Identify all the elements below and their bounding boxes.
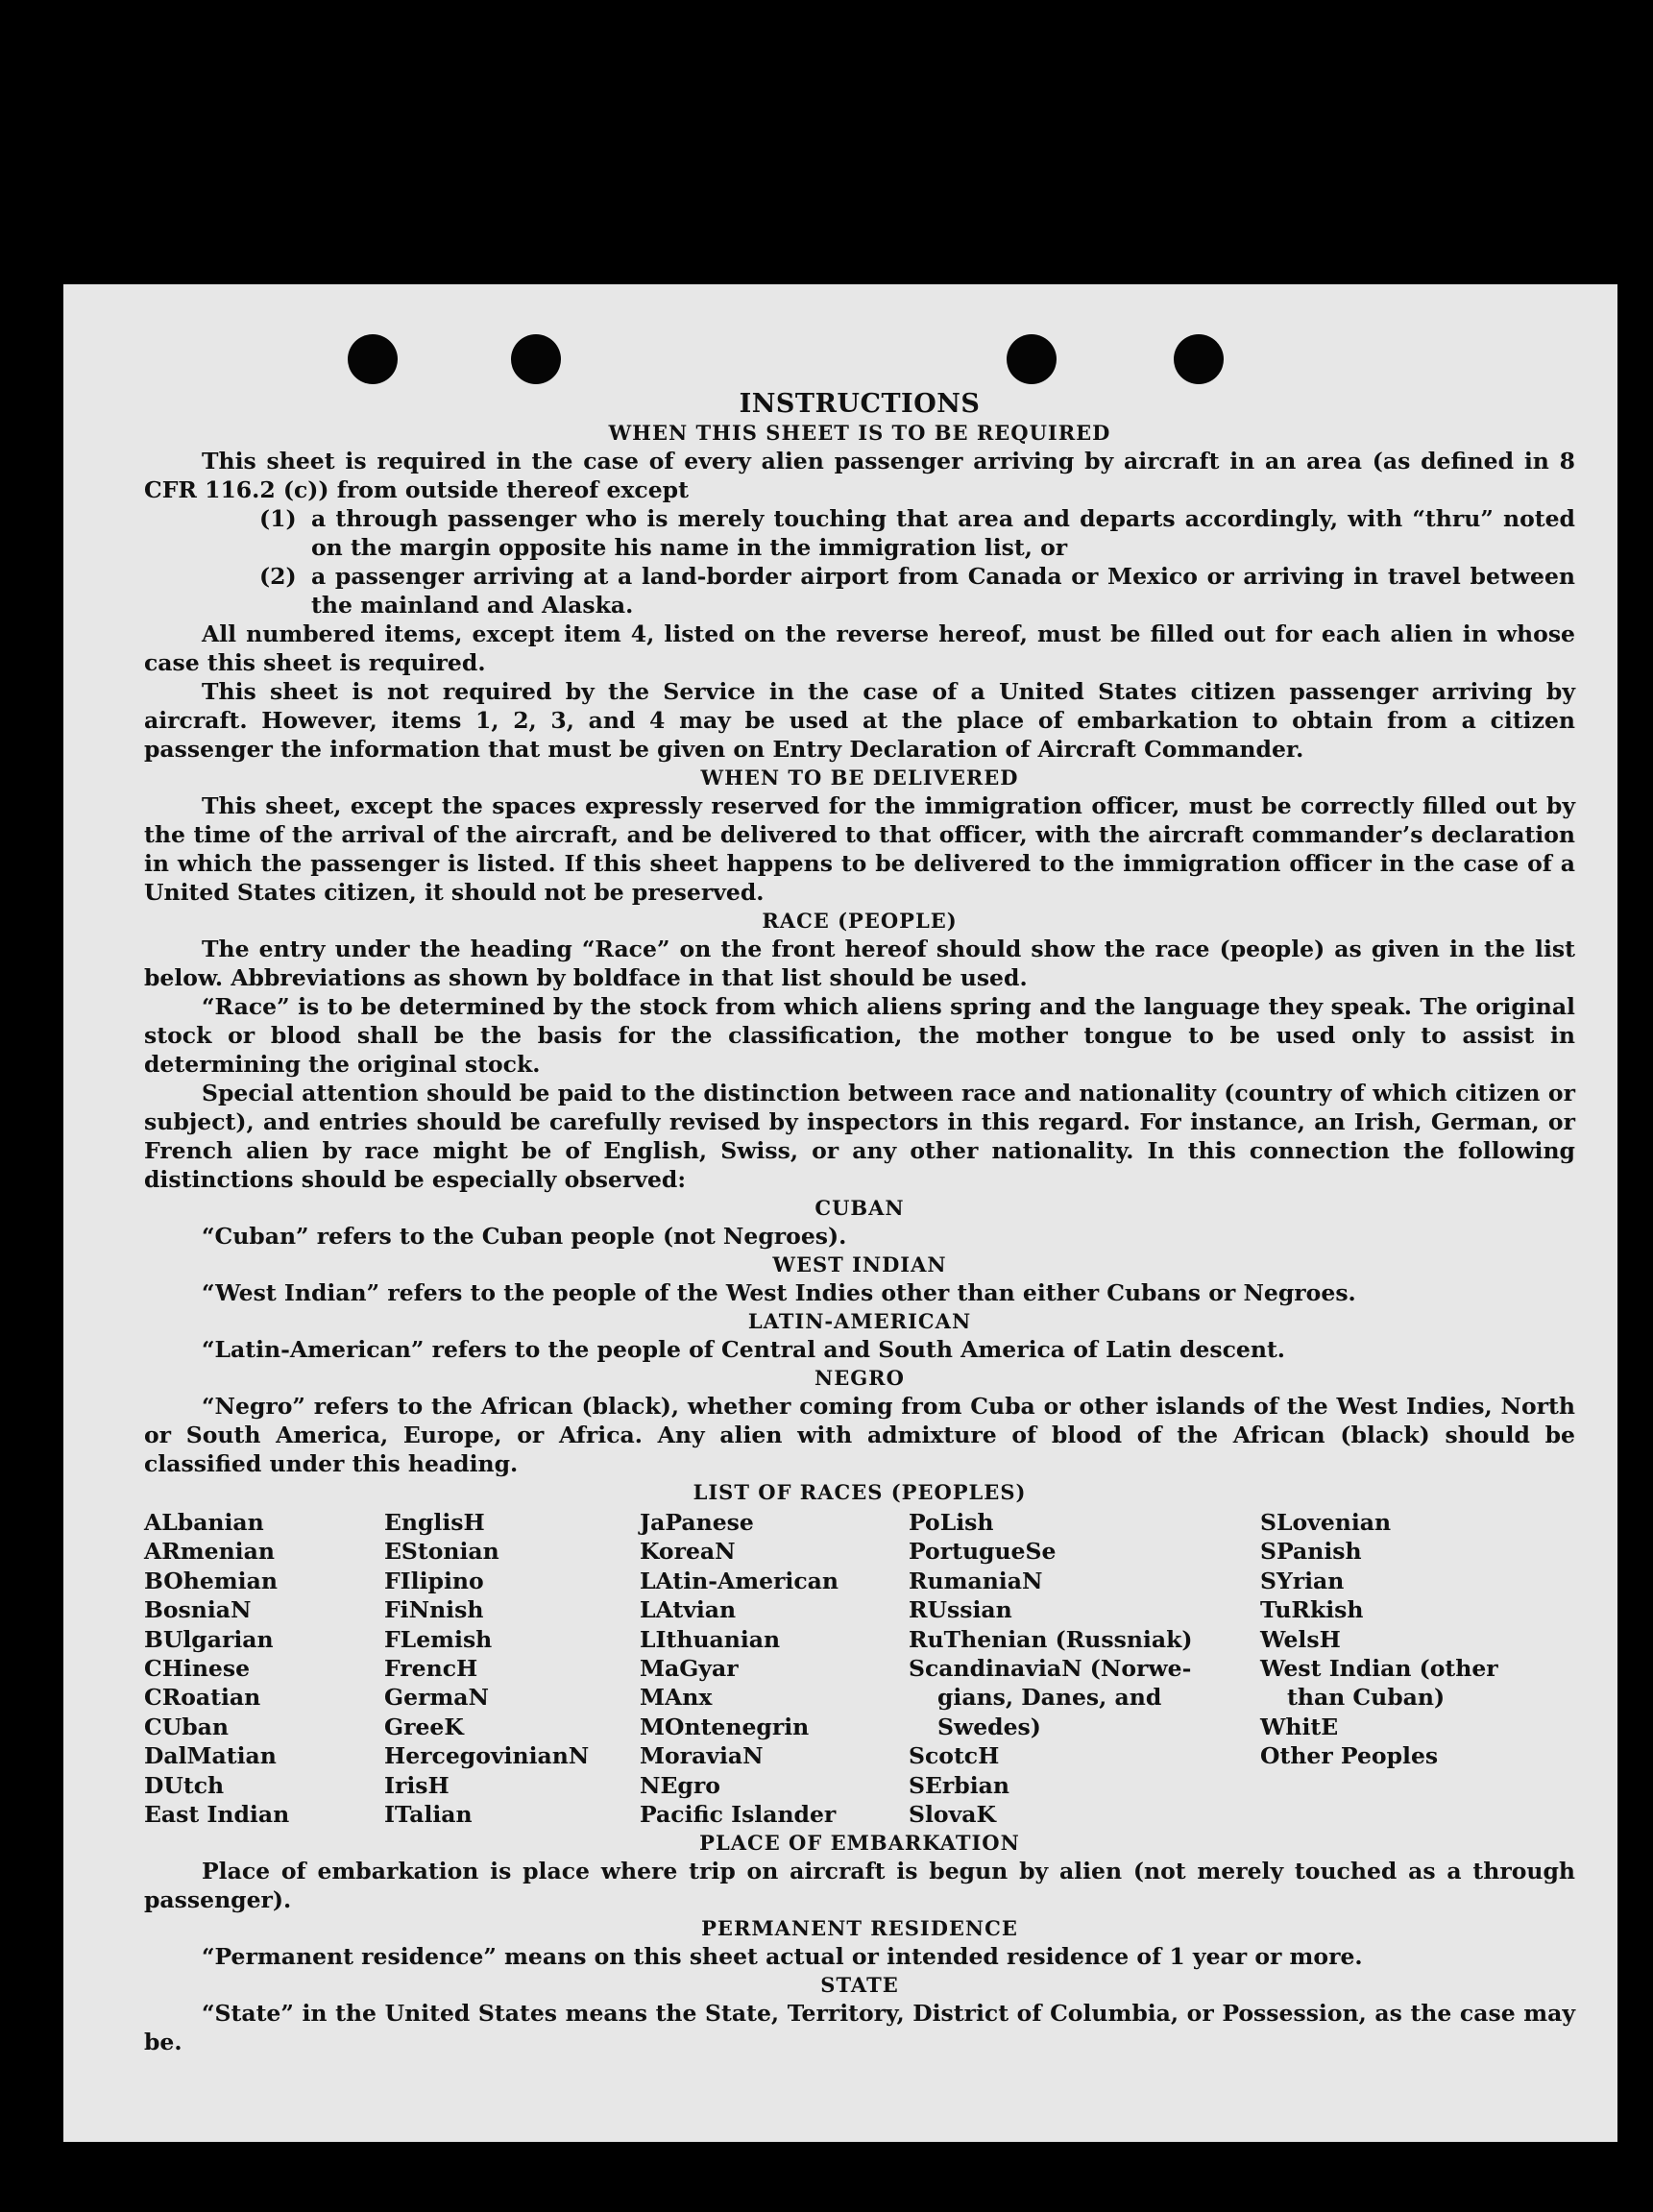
definition: “Cuban” refers to the Cuban people (not Negroes). [202,1223,847,1250]
race-entry: SPanish [1260,1538,1362,1566]
race-entry: IrisH [384,1771,450,1799]
section-heading: WEST INDIAN [772,1252,947,1276]
race-entry: KoreaN [640,1538,736,1566]
race-entry: MOntenegrin [640,1713,810,1740]
paragraph: The entry under the heading “Race” on the front hereof should show the race (people) as given in the list below. Abbreviations as shown by boldface in that list should be used. [144,936,1575,991]
race-entry: CRoatian [144,1684,261,1712]
race-entry: TuRkish [1260,1596,1364,1624]
item-text: a passenger arriving at a land-border airport from Canada or Mexico or arriving in travel between the mainland and Alaska. [311,563,1575,619]
paragraph: All numbered items, except item 4, listed on the reverse hereof, must be filled out for each alien in whose case this sheet is required. [144,620,1575,676]
section-heading: STATE [820,1973,899,1998]
paragraph: This sheet is required in the case of every alien passenger arriving by aircraft in an area (as defined in 8 CFR 116.2 (c)) from outside thereof except [144,448,1575,503]
race-entry: than Cuban) [1287,1684,1446,1712]
race-entry: gians, Danes, and [937,1684,1162,1712]
race-entry: LAtvian [640,1596,737,1624]
race-list [144,1508,1575,1829]
item-text: a through passenger who is merely touching that area and departs accordingly, with “thru” noted on the margin opposite his name in the immigration list, or [311,505,1575,561]
list-item [259,562,1575,620]
race-entry: Other Peoples [1260,1742,1439,1770]
punch-hole [511,334,561,384]
section-heading: RACE (PEOPLE) [762,909,958,933]
race-entry: RUssian [909,1596,1012,1624]
section-heading: WHEN THIS SHEET IS TO BE REQUIRED [608,421,1111,445]
section-heading: PERMANENT RESIDENCE [701,1916,1018,1941]
document-page [63,284,1617,2142]
race-entry: West Indian (other [1260,1655,1498,1683]
item-number: (2) [259,563,297,590]
race-entry: BOhemian [144,1567,278,1594]
race-entry: CHinese [144,1655,251,1683]
section-heading: WHEN TO BE DELIVERED [700,766,1019,790]
definition: “West Indian” refers to the people of the West Indies other than either Cubans or Negroes. [202,1279,1356,1306]
race-column [909,1508,1260,1829]
paragraph: “Race” is to be determined by the stock from which aliens spring and the language they speak. The original stock or blood shall be the basis for the classification, the mother tongue to be used only to assist in determining the original stock. [144,993,1575,1078]
race-entry: HercegovinianN [384,1742,590,1770]
race-entry: ALbanian [144,1509,264,1536]
race-entry: Swedes) [937,1713,1041,1740]
item-number: (1) [259,505,297,532]
section-heading: PLACE OF EMBARKATION [699,1831,1020,1856]
race-entry: LIthuanian [640,1625,781,1653]
race-entry: RuThenian (Russniak) [909,1625,1193,1653]
instructions-body [144,390,1575,2056]
race-entry: NEgro [640,1771,720,1799]
race-entry: SlovaK [909,1801,996,1829]
race-entry: ITalian [384,1801,473,1829]
race-entry: MaGyar [640,1655,739,1683]
paragraph: This sheet, except the spaces expressly reserved for the immigration officer, must be correctly filled out by the time of the arrival of the aircraft, and be delivered to that officer, with the aircraft commander’s declaration in which the passenger is listed. If this sheet happens to be delivered to the immigration officer in the case of a United States citizen, it should not be preserved. [144,792,1575,906]
race-entry: FLemish [384,1625,493,1653]
race-entry: MoraviaN [640,1742,764,1770]
race-entry: SLovenian [1260,1509,1392,1536]
race-entry: CUban [144,1713,229,1740]
definition: “Permanent residence” means on this sheet actual or intended residence of 1 year or more. [202,1943,1363,1971]
race-entry: EStonian [384,1538,499,1566]
race-entry: BosniaN [144,1596,252,1624]
race-column [144,1508,384,1829]
race-entry: WhitE [1260,1713,1339,1740]
race-entry: PoLish [909,1509,994,1536]
race-entry: FiNnish [384,1596,484,1624]
race-entry: FIlipino [384,1567,484,1594]
race-entry: GermaN [384,1684,489,1712]
section-heading: LIST OF RACES (PEOPLES) [693,1480,1027,1504]
race-entry: MAnx [640,1684,713,1712]
race-column [640,1508,909,1829]
race-entry: BUlgarian [144,1625,274,1653]
race-entry: Pacific Islander [640,1801,837,1829]
section-heading: NEGRO [814,1366,905,1390]
paragraph: This sheet is not required by the Service in the case of a United States citizen passenger arriving by aircraft. However, items 1, 2, 3, and 4 may be used at the place of embarkation to obtain from a citizen passenger the information that must be given on Entry Declaration of Aircraft Commander. [144,678,1575,763]
page-title: INSTRUCTIONS [739,389,981,419]
race-column [1260,1508,1529,1829]
race-entry: WelsH [1260,1625,1341,1653]
race-column [384,1508,640,1829]
punch-hole [1007,334,1057,384]
paragraph: Special attention should be paid to the distinction between race and nationality (country of which citizen or subject), and entries should be carefully revised by inspectors in this regard. For instance, an Irish, German, or French alien by race might be of English, Swiss, or any other nationality. In this connection the following distinctions should be especially observed: [144,1080,1575,1193]
section-heading: LATIN-AMERICAN [747,1309,972,1333]
race-entry: LAtin-American [640,1567,839,1594]
race-entry: RumaniaN [909,1567,1043,1594]
race-entry: FrencH [384,1655,478,1683]
definition: “Negro” refers to the African (black), whether coming from Cuba or other islands of the West Indies, North or South America, Europe, or Africa. Any alien with admixture of blood of the African (black) should be classified under this heading. [144,1393,1575,1477]
race-entry: ARmenian [144,1538,275,1566]
race-entry: DUtch [144,1771,225,1799]
race-entry: PortugueSe [909,1538,1057,1566]
race-entry: DalMatian [144,1742,277,1770]
definition: “State” in the United States means the State, Territory, District of Columbia, or Possession, as the case may be. [144,2000,1575,2056]
race-entry: East Indian [144,1801,290,1829]
race-entry: SYrian [1260,1567,1345,1594]
race-entry: ScandinaviaN (Norwe- [909,1655,1192,1683]
punch-hole [348,334,398,384]
punch-hole [1174,334,1224,384]
list-item [259,504,1575,562]
race-entry: GreeK [384,1713,464,1740]
race-entry: ScotcH [909,1742,1000,1770]
race-entry: EnglisH [384,1509,485,1536]
definition: “Latin-American” refers to the people of Central and South America of Latin descent. [202,1336,1285,1363]
definition: Place of embarkation is place where trip on aircraft is begun by alien (not merely touched as a through passenger). [144,1858,1575,1914]
race-entry: JaPanese [640,1509,754,1536]
race-entry: SErbian [909,1771,1009,1799]
section-heading: CUBAN [814,1196,905,1220]
